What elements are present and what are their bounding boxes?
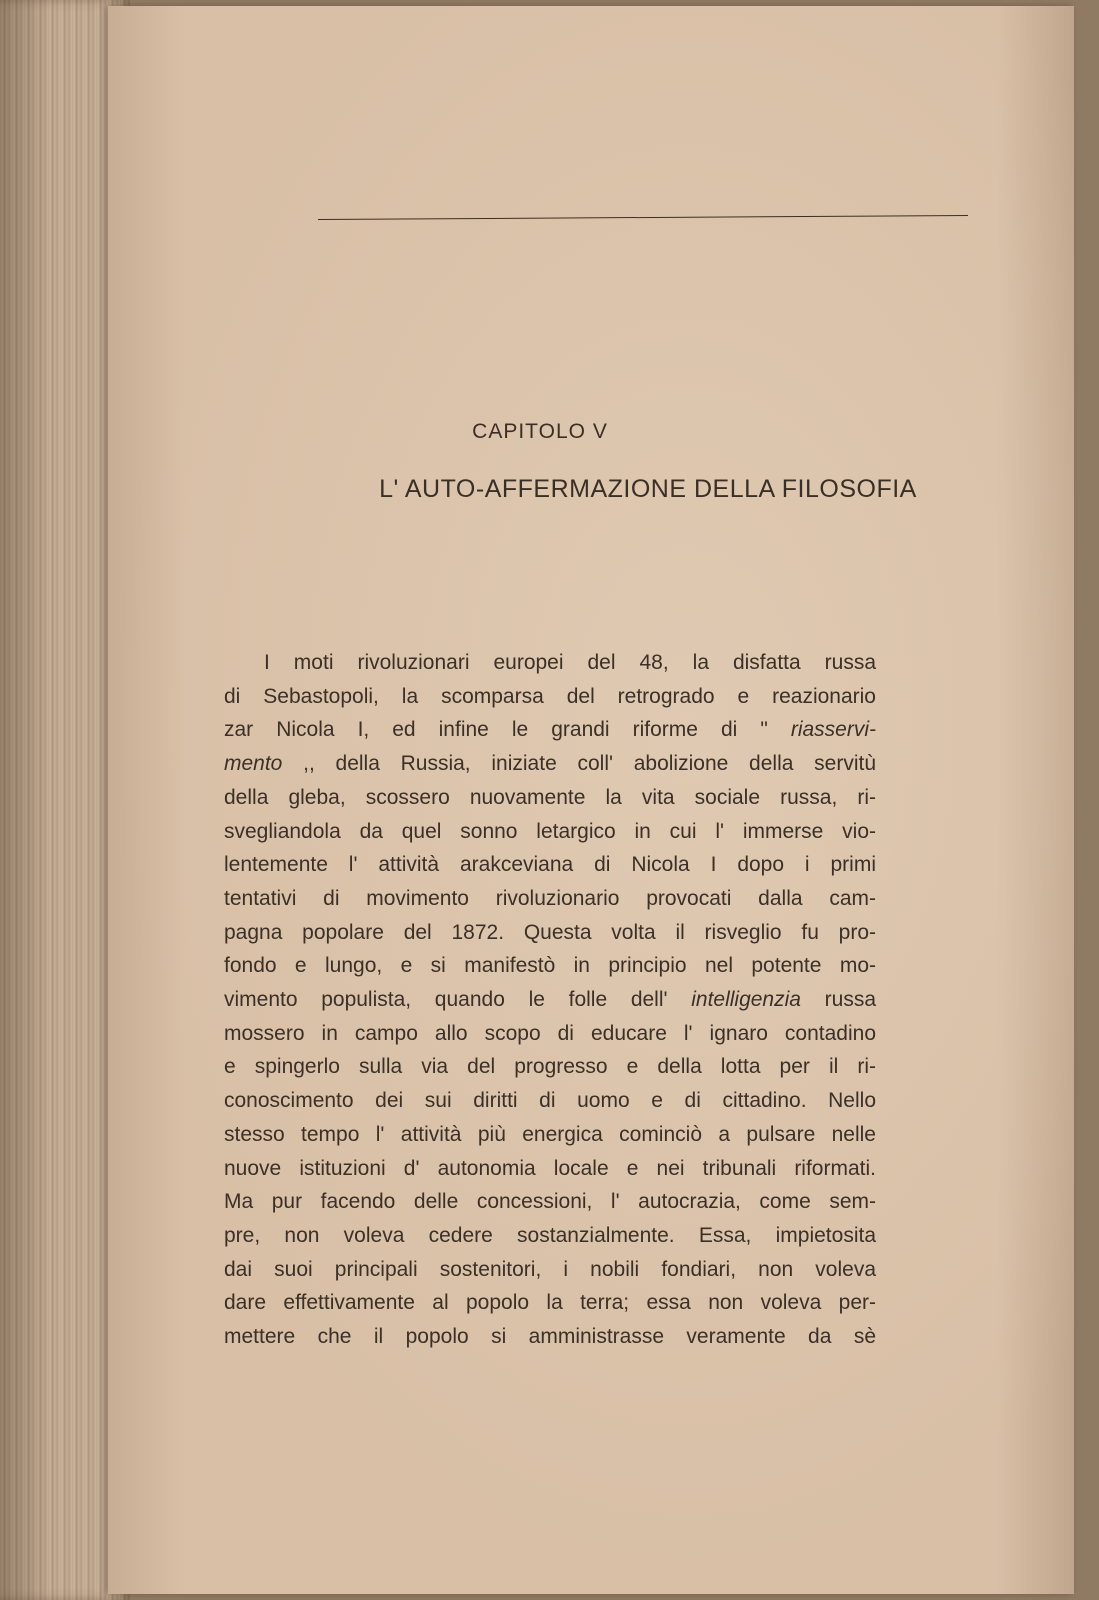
text-line: tentativi di movimento rivoluzionario provocati dalla cam- [224,886,876,910]
text-line: conoscimento dei sui diritti di uomo e di cittadino. Nello [224,1089,876,1113]
text-line: zar Nicola I, ed infine le grandi riforme di " riasservi- [224,718,876,742]
text-line: pre, non voleva cedere sostanzialmente. Essa, impietosita [224,1223,876,1247]
header-rule [318,215,968,220]
chapter-label: CAPITOLO V [472,420,608,443]
body-text [224,646,876,1354]
text-line: fondo e lungo, e si manifestò in principio nel potente mo- [224,954,876,978]
text-line: I moti rivoluzionari europei del 48, la disfatta russa [264,651,876,674]
text-line: di Sebastopoli, la scomparsa del retrogrado e reazionario [224,684,876,708]
text-line: lentemente l' attività arakceviana di Nicola I dopo i primi [224,853,876,877]
text-line: mossero in campo allo scopo di educare l' ignaro contadino [224,1021,876,1045]
text-line: mettere che il popolo si amministrasse veramente da sè [224,1325,876,1349]
text-line: della gleba, scossero nuovamente la vita sociale russa, ri- [224,785,876,809]
text-line: pagna popolare del 1872. Questa volta il risveglio fu pro- [224,920,876,944]
text-line: vimento populista, quando le folle dell' intelligenzia russa [224,988,877,1012]
chapter-title: L' AUTO-AFFERMAZIONE DELLA FILOSOFIA [379,475,917,503]
text-line: dare effettivamente al popolo la terra; essa non voleva per- [224,1291,876,1315]
text-line: dai suoi principali sostenitori, i nobili fondiari, non voleva [224,1257,876,1281]
text-line: svegliandola da quel sonno letargico in cui l' immerse vio- [224,819,876,843]
text-line: Ma pur facendo delle concessioni, l' autocrazia, come sem- [224,1190,876,1214]
text-line: nuove istituzioni d' autonomia locale e nei tribunali riformati. [224,1156,876,1180]
text-line: mento ,, della Russia, iniziate coll' abolizione della servitù [224,752,876,776]
text-line: stesso tempo l' attività più energica cominciò a pulsare nelle [224,1122,876,1146]
text-line: e spingerlo sulla via del progresso e della lotta per il ri- [224,1055,876,1079]
